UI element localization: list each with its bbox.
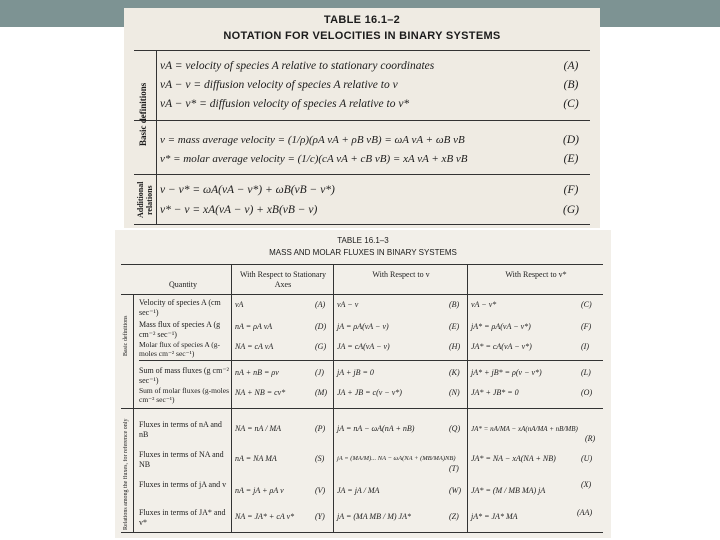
table2-number: TABLE 16.1–3 [337, 236, 389, 245]
equation-label: (F) [581, 322, 592, 331]
flux-cell: jA* = ρA(vA − v*) [471, 322, 531, 331]
rule [133, 294, 134, 532]
flux-cell: vA − v* [471, 300, 497, 309]
table2-title: MASS AND MOLAR FLUXES IN BINARY SYSTEMS [269, 248, 457, 257]
equation-label: (A) [315, 300, 326, 309]
flux-cell: JA* + JB* = 0 [471, 388, 519, 397]
quantity-cell: Fluxes in terms of nA and nB [139, 420, 222, 439]
equation-label: (H) [449, 342, 461, 351]
equation-label: (W) [449, 486, 461, 495]
equation-label: (O) [581, 388, 593, 397]
table1-equation-label: (A) [563, 60, 579, 72]
equation-label: (AA) [577, 508, 593, 517]
quantity-cell: Mass flux of species A (g cm⁻² sec⁻¹) [139, 320, 221, 339]
rule [156, 50, 157, 224]
table1-equation-label: (F) [563, 184, 579, 196]
quantity-cell: Fluxes in terms of JA* and v* [139, 508, 226, 527]
quantity-cell: Sum of mass fluxes (g cm⁻² sec⁻¹) [139, 366, 229, 385]
quantity-cell: Sum of molar fluxes (g-moles cm⁻² sec⁻¹) [139, 386, 229, 404]
table1-equation: v* = molar average velocity = (1/c)(cA vA + cB vB) = xA vA + xB vB [160, 153, 468, 165]
flux-cell: jA* + jB* = ρ(v − v*) [471, 368, 542, 377]
flux-cell: nA = NA MA [235, 454, 277, 463]
table1-equation-label: (B) [563, 79, 579, 91]
equation-label: (D) [315, 322, 327, 331]
rule [121, 408, 603, 409]
equation-label: (E) [449, 322, 460, 331]
flux-cell: jA = ρA(vA − v) [337, 322, 389, 331]
flux-cell: JA* = NA − xA(NA + NB) [471, 454, 556, 463]
table1-side-label-basic: Basic definitions [138, 82, 148, 146]
rule [134, 120, 590, 121]
table-16-1-2-scan [124, 8, 600, 228]
rule [231, 264, 232, 532]
quantity-cell: Velocity of species A (cm sec⁻¹) [139, 298, 221, 317]
equation-label: (U) [581, 454, 593, 463]
table1-title: NOTATION FOR VELOCITIES IN BINARY SYSTEMS [223, 30, 501, 42]
table2-side-label-basic: Basic definitions [123, 315, 129, 356]
quantity-cell: Molar flux of species A (g-moles cm⁻² sec⁻¹) [139, 340, 221, 358]
table1-equation-label: (E) [563, 153, 579, 165]
flux-cell: NA = nA / MA [235, 424, 281, 433]
header-stationary-axes: With Respect to Stationary Axes [239, 270, 327, 289]
table1-equation: v = mass average velocity = (1/ρ)(ρA vA + ρB vB) = ωA vA + ωB vB [160, 134, 465, 146]
equation-label: (I) [581, 342, 589, 351]
rule [121, 264, 603, 265]
equation-label: (L) [581, 368, 591, 377]
flux-cell: JA* = cA(vA − v*) [471, 342, 532, 351]
flux-cell: nA + nB = ρv [235, 368, 279, 377]
flux-cell: jA* = JA* MA [471, 512, 518, 521]
equation-label: (Q) [449, 424, 461, 433]
table1-equation: vA − v* = diffusion velocity of species A relative to v* [160, 98, 410, 110]
table1-equation: vA − v = diffusion velocity of species A relative to v [160, 79, 398, 91]
flux-cell: nA = ρA vA [235, 322, 273, 331]
rule [134, 174, 590, 175]
header-respect-to-v-star: With Respect to v* [505, 270, 567, 279]
flux-cell: vA [235, 300, 244, 309]
table1-equation-label: (D) [563, 134, 579, 146]
flux-cell: nA = jA + ρA v [235, 486, 284, 495]
flux-cell: JA = cA(vA − v) [337, 342, 390, 351]
table1-equation: v* − v = xA(vA − v) + xB(vB − v) [160, 204, 318, 216]
rule [333, 264, 334, 532]
table1-side-label-additional: Additional relations [136, 181, 154, 219]
flux-cell: JA* = (M / MB MA) jA [471, 486, 546, 495]
flux-cell: jA + jB = 0 [337, 368, 374, 377]
equation-label: (G) [315, 342, 327, 351]
flux-cell: JA + JB = c(v − v*) [337, 388, 402, 397]
rule [121, 294, 603, 295]
flux-cell: jA = nA − ωA(nA + nB) [337, 424, 415, 433]
equation-label: (M) [315, 388, 327, 397]
quantity-cell: Fluxes in terms of NA and NB [139, 450, 224, 469]
table-16-1-3-scan [115, 230, 611, 538]
equation-label: (C) [581, 300, 592, 309]
quantity-cell: Fluxes in terms of jA and v [139, 480, 227, 489]
equation-label: (K) [449, 368, 460, 377]
flux-cell: vA − v [337, 300, 359, 309]
equation-label: (J) [315, 368, 324, 377]
table1-equation: vA = velocity of species A relative to stationary coordinates [160, 60, 435, 72]
equation-label: (N) [449, 388, 460, 397]
header-quantity: Quantity [169, 280, 197, 289]
equation-label: (X) [581, 480, 592, 489]
flux-cell: NA = cA vA [235, 342, 274, 351]
table1-equation: v − v* = ωA(vA − v*) + ωB(vB − v*) [160, 184, 335, 196]
flux-cell: NA + NB = cv* [235, 388, 286, 397]
rule [134, 50, 590, 51]
flux-cell: jA = (MA MB / M) JA* [337, 512, 411, 521]
flux-cell: JA = jA / MA [337, 486, 380, 495]
flux-cell: JA* = nA/MA − xA(nA/MA + nB/MB) [471, 425, 578, 433]
equation-label: (V) [315, 486, 326, 495]
equation-label: (B) [449, 300, 460, 309]
table1-equation-label: (C) [563, 98, 579, 110]
header-respect-to-v: With Respect to v [372, 270, 430, 279]
table2-side-label-relations: Relations among the fluxes, for reference only [123, 418, 129, 530]
rule [121, 532, 603, 533]
equation-label: (Y) [315, 512, 325, 521]
equation-label: (R) [585, 434, 596, 443]
rule [139, 360, 603, 361]
rule [134, 224, 590, 225]
equation-label: (S) [315, 454, 325, 463]
flux-cell: NA = JA* + cA v* [235, 512, 295, 521]
table1-equation-label: (G) [563, 204, 579, 216]
equation-label: (Z) [449, 512, 459, 521]
flux-cell: jA = (MA/M)... NA − ωA(NA + (MB/MA)NB) [337, 455, 456, 462]
equation-label: (T) [449, 464, 459, 473]
table1-number: TABLE 16.1–2 [323, 14, 401, 26]
rule [467, 264, 468, 532]
equation-label: (P) [315, 424, 326, 433]
